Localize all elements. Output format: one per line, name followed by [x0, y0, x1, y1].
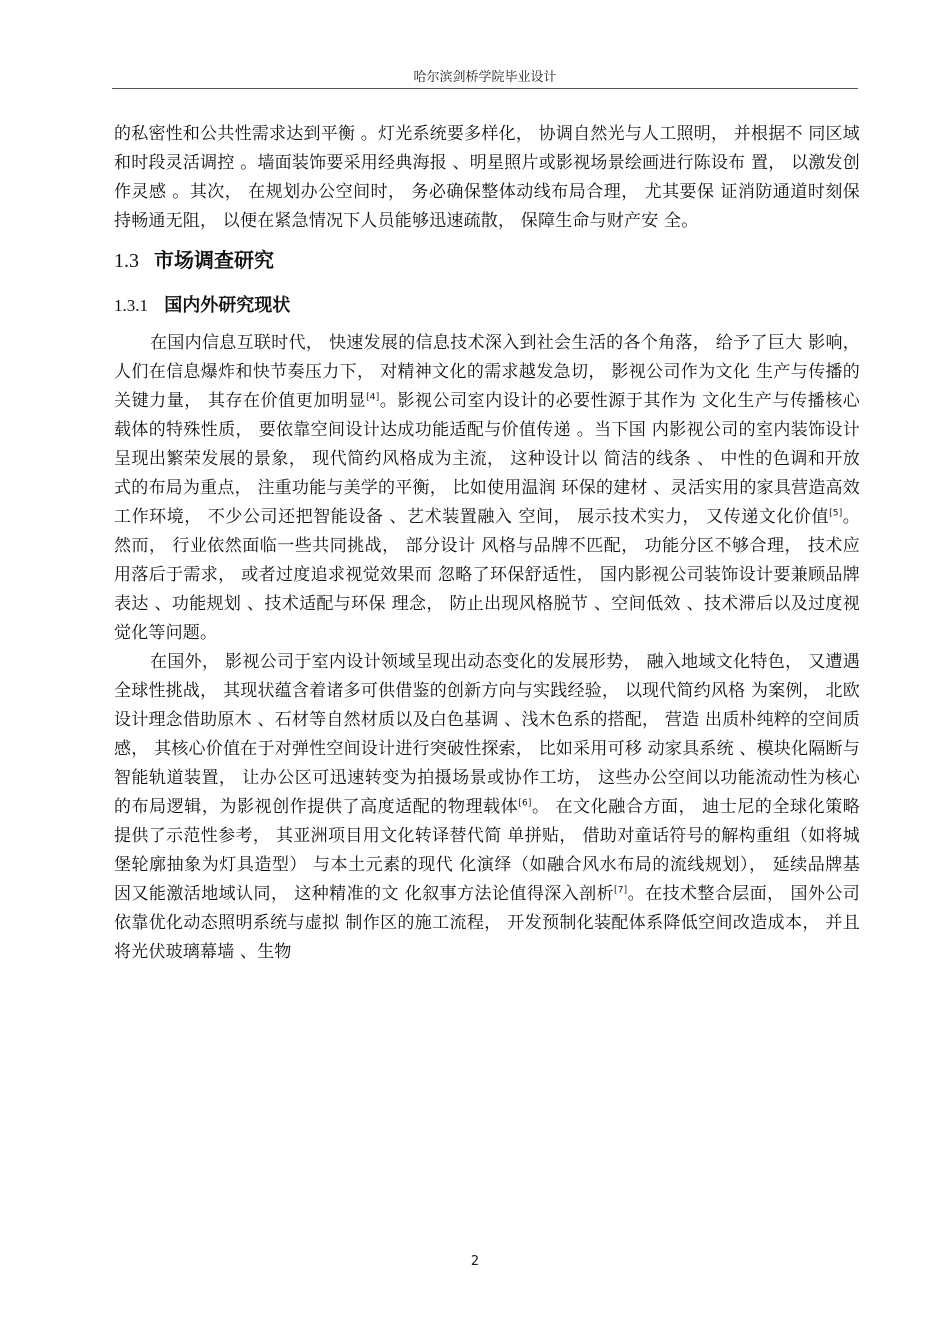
para1-text-2: 。影视公司室内设计的必要性源于其作为 文化生产与传播核心载体的特殊性质， 要依靠空间设计达成功能适配与价值传递 。当下国 内影视公司的室内装饰设计呈现出繁荣发展的景象， 现代简约风格成为主流， 这种设计以 简洁的线条 、 中性的色调和开放式的布局为重点， 注重功能与美学的平衡， 比如使用温润 环保的建材 、灵活实用的家具营造高效工作环境， 不少公司还把智能设备 、艺术装置融入 空间， 展示技术实力， 又传递文化价值 [114, 391, 860, 527]
section-heading [114, 242, 860, 279]
subsection-number: 1.3.1 [114, 296, 148, 315]
citation-4: [4] [366, 392, 380, 403]
para2-text-1: 在国外， 影视公司于室内设计领域呈现出动态变化的发展形势， 融入地域文化特色， 又遭遇全球性挑战， 其现状蕴含着诸多可供借鉴的创新方向与实践经验， 以现代简约风格 为案例， 北欧设计理念借助原木 、石材等自然材质以及白色基调 、浅木色系的搭配， 营造 出质朴纯粹的空间质感， 其核心价值在于对弹性空间设计进行突破性探索， 比如采用可移 动家具系统 、模块化隔断与智能轨道装置， 让办公区可迅速转变为拍摄场景或协作工坊， 这些办公空间以功能流动性为核心的布局逻辑，为影视创作提供了高度适配的物理载体 [114, 652, 860, 817]
section-number: 1.3 [114, 250, 139, 272]
domestic-research-paragraph [114, 329, 860, 648]
para2-text-2: 。 在文化融合方面， 迪士尼的全球化策略提供了示范性参考， 其亚洲项目用文化转译替代简 单拼贴， 借助对童话符号的解构重组（如将城堡轮廓抽象为灯具造型） 与本土元素的现代 化演绎（如融合风水布局的流线规划）， 延续品牌基因又能激活地域认同， 这种精准的文 化叙事方法论值得深入剖析 [114, 797, 860, 904]
subsection-heading [114, 289, 860, 323]
page-number: 2 [470, 1254, 480, 1269]
citation-6: [6] [518, 798, 532, 809]
para2-text-3: 。在技术整合层面， 国外公司依靠优化动态照明系统与虚拟 制作区的施工流程， 开发预制化装配体系降低空间改造成本， 并且将光伏玻璃幕墙 、生物 [114, 884, 860, 962]
foreign-research-paragraph [114, 648, 860, 967]
para1-text-1: 在国内信息互联时代， 快速发展的信息技术深入到社会生活的各个角落， 给予了巨大 影响， 人们在信息爆炸和快节奏压力下， 对精神文化的需求越发急切， 影视公司作为文化 生产与传播的关键力量， 其存在价值更加明显 [114, 333, 860, 411]
citation-5: [5] [829, 508, 843, 519]
subsection-title: 国内外研究现状 [164, 295, 291, 316]
para1-text-3: 。然而， 行业依然面临一些共同挑战， 部分设计 风格与品牌不匹配， 功能分区不够合理， 技术应用落后于需求， 或者过度追求视觉效果而 忽略了环保舒适性， 国内影视公司装饰设计要兼顾品牌表达 、功能规划 、技术适配与环保 理念， 防止出现风格脱节 、空间低效 、技术滞后以及过度视觉化等问题。 [114, 507, 860, 643]
document-body [114, 120, 860, 967]
citation-7: [7] [614, 885, 628, 896]
continuation-paragraph: 的私密性和公共性需求达到平衡 。灯光系统要多样化， 协调自然光与人工照明， 并根据不 同区域和时段灵活调控 。墙面装饰要采用经典海报 、明星照片或影视场景绘画进行陈设布 置， 以激发创作灵感 。其次， 在规划办公空间时， 务必确保整体动线布局合理， 尤其要保 证消防通道时刻保持畅通无阻， 以便在紧急情况下人员能够迅速疏散， 保障生命与财产安 全。 [114, 124, 860, 231]
header-rule [112, 88, 858, 89]
section-title: 市场调查研究 [153, 248, 274, 272]
page-header: 哈尔滨剑桥学院毕业设计 [413, 70, 557, 85]
